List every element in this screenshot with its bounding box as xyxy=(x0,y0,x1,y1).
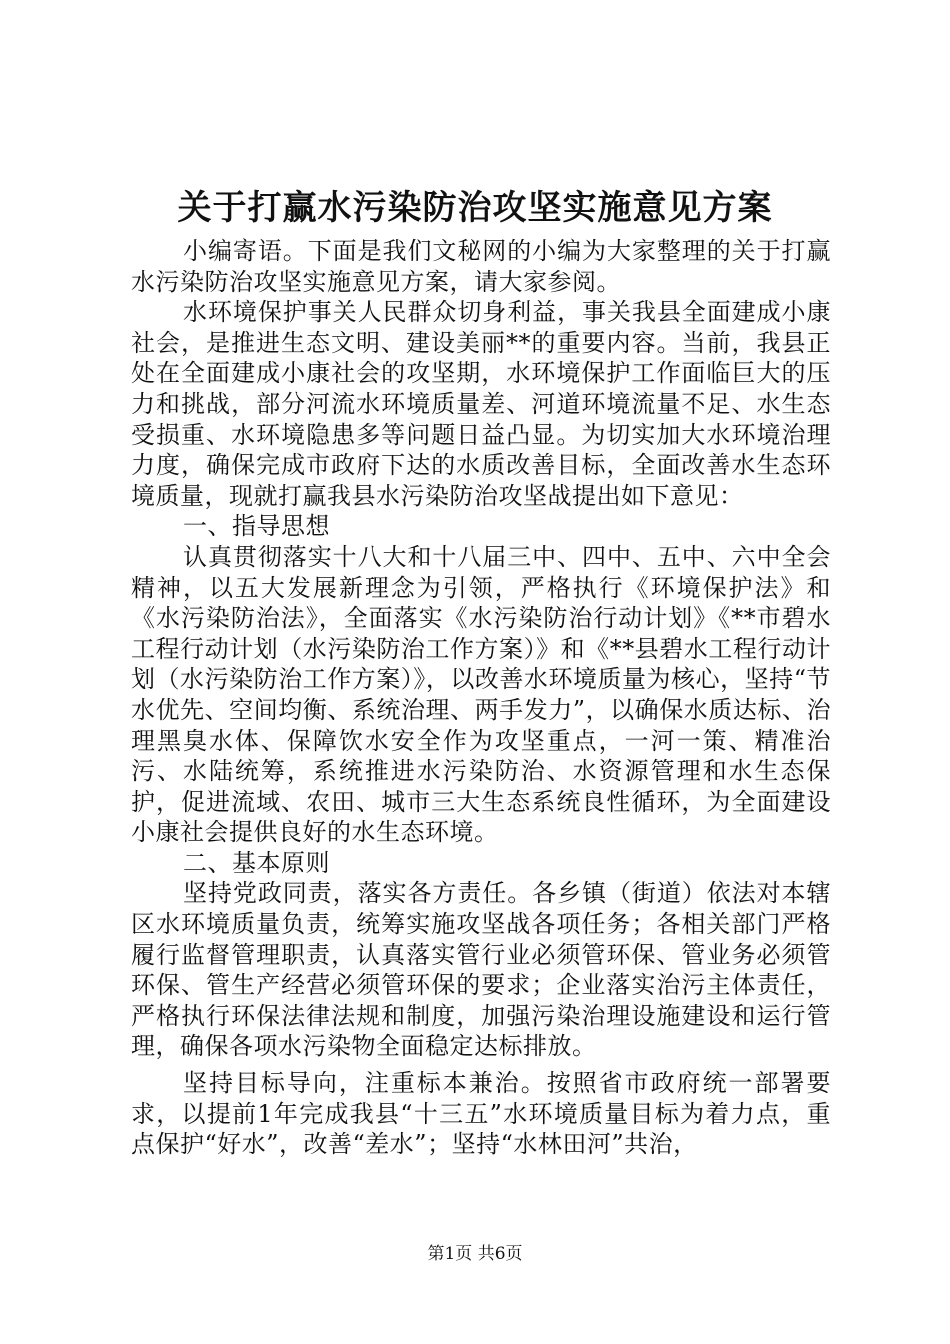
paragraph-principle-responsibility: 坚持党政同责，落实各方责任。各乡镇（街道）依法对本辖区水环境质量负责，统筹实施攻坚战各项任务；各相关部门严格履行监督管理职责，认真落实管行业必须管环保、管业务必须管环保、管生产经营必须管环保的要求；企业落实治污主体责任，严格执行环保法律法规和制度，加强污染治理设施建设和运行管理，确保各项水污染物全面稳定达标排放。 xyxy=(131,879,831,1061)
paragraph-background: 水环境保护事关人民群众切身利益，事关我县全面建成小康社会，是推进生态文明、建设美丽**的重要内容。当前，我县正处在全面建成小康社会的攻坚期，水环境保护工作面临巨大的压力和挑战，部分河流水环境质量差、河道环境流量不足、水生态受损重、水环境隐患多等问题日益凸显。为切实加大水环境治理力度，确保完成市政府下达的水质改善目标，全面改善水生态环境质量，现就打赢我县水污染防治攻坚战提出如下意见： xyxy=(131,298,831,510)
document-title: 关于打赢水污染防治攻坚实施意见方案 xyxy=(177,188,773,228)
page-number: 第1页 共6页 xyxy=(427,1244,523,1264)
section-heading-guiding-ideology: 一、指导思想 xyxy=(183,512,330,541)
document-body xyxy=(131,236,831,1160)
paragraph-intro: 小编寄语。下面是我们文秘网的小编为大家整理的关于打赢水污染防治攻坚实施意见方案，请大家参阅。 xyxy=(131,237,831,296)
paragraph-guiding-ideology: 认真贯彻落实十八大和十八届三中、四中、五中、六中全会精神，以五大发展新理念为引领，严格执行《环境保护法》和《水污染防治法》，全面落实《水污染防治行动计划》《**市碧水工程行动计划（水污染防治工作方案）》和《**县碧水工程行动计划（水污染防治工作方案）》，以改善水环境质量为核心，坚持“节水优先、空间均衡、系统治理、两手发力”，以确保水质达标、治理黑臭水体、保障饮水安全作为攻坚重点，一河一策、精准治污、水陆统筹，系统推进水污染防治、水资源管理和水生态保护，促进流域、农田、城市三大生态系统良性循环，为全面建设小康社会提供良好的水生态环境。 xyxy=(131,542,831,847)
section-heading-basic-principles: 二、基本原则 xyxy=(183,848,330,877)
paragraph-principle-goal: 坚持目标导向，注重标本兼治。按照省市政府统一部署要求，以提前1年完成我县“十三五”水环境质量目标为着力点，重点保护“好水”，改善“差水”；坚持“水林田河”共治， xyxy=(131,1069,831,1159)
